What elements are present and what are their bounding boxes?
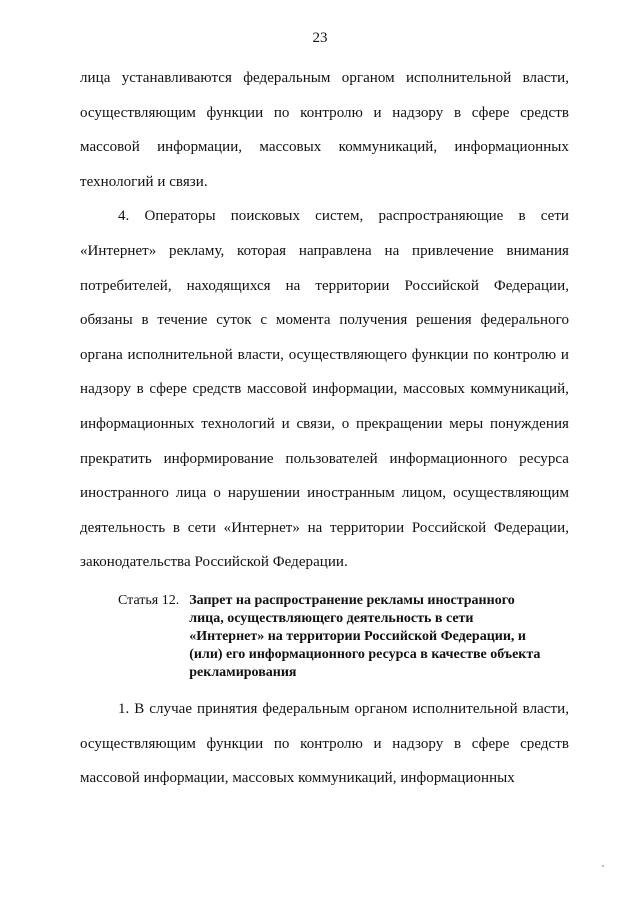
paragraph-continuation: лица устанавливаются федеральным органом исполнительной власти, осуществляющим функции по контролю и надзору в сфере средств массовой информации, массовых коммуникаций, информационных технологий и связи. (80, 70, 569, 190)
article-number: Статья 12. (118, 592, 180, 608)
paragraph-item-4: 4. Операторы поисковых систем, распространяющие в сети «Интернет» рекламу, которая направлена на привлечение внимания потребителей, находящихся на территории Российской Федерации, обязаны в течение суток с момента получения решения федерального органа исполнительной власти, осуществляющего функции по контролю и надзору в сфере средств массовой информации, массовых коммуникаций, информационных технологий и связи, о прекращении меры понуждения прекратить информирование пользователей информационного ресурса иностранного лица о нарушении иностранным лицом, осуществляющим деятельность в сети «Интернет» на территории Российской Федерации, законодательства Российской Федерации. (80, 208, 569, 571)
article-title: Запрет на распространение рекламы иностранного лица, осуществляющего деятельность в сети «Интернет» на территории Российской Федерации, и (или) его информационного ресурса в качестве объекта рекламирования (189, 592, 541, 680)
article-paragraph-1: 1. В случае принятия федеральным органом исполнительной власти, осуществляющим функции по контролю и надзору в сфере средств массовой информации, массовых коммуникаций, информационных (80, 700, 569, 787)
page-number: 23 (312, 30, 328, 46)
article-heading (118, 592, 569, 682)
scan-speck (602, 865, 604, 867)
document-body (80, 61, 569, 796)
